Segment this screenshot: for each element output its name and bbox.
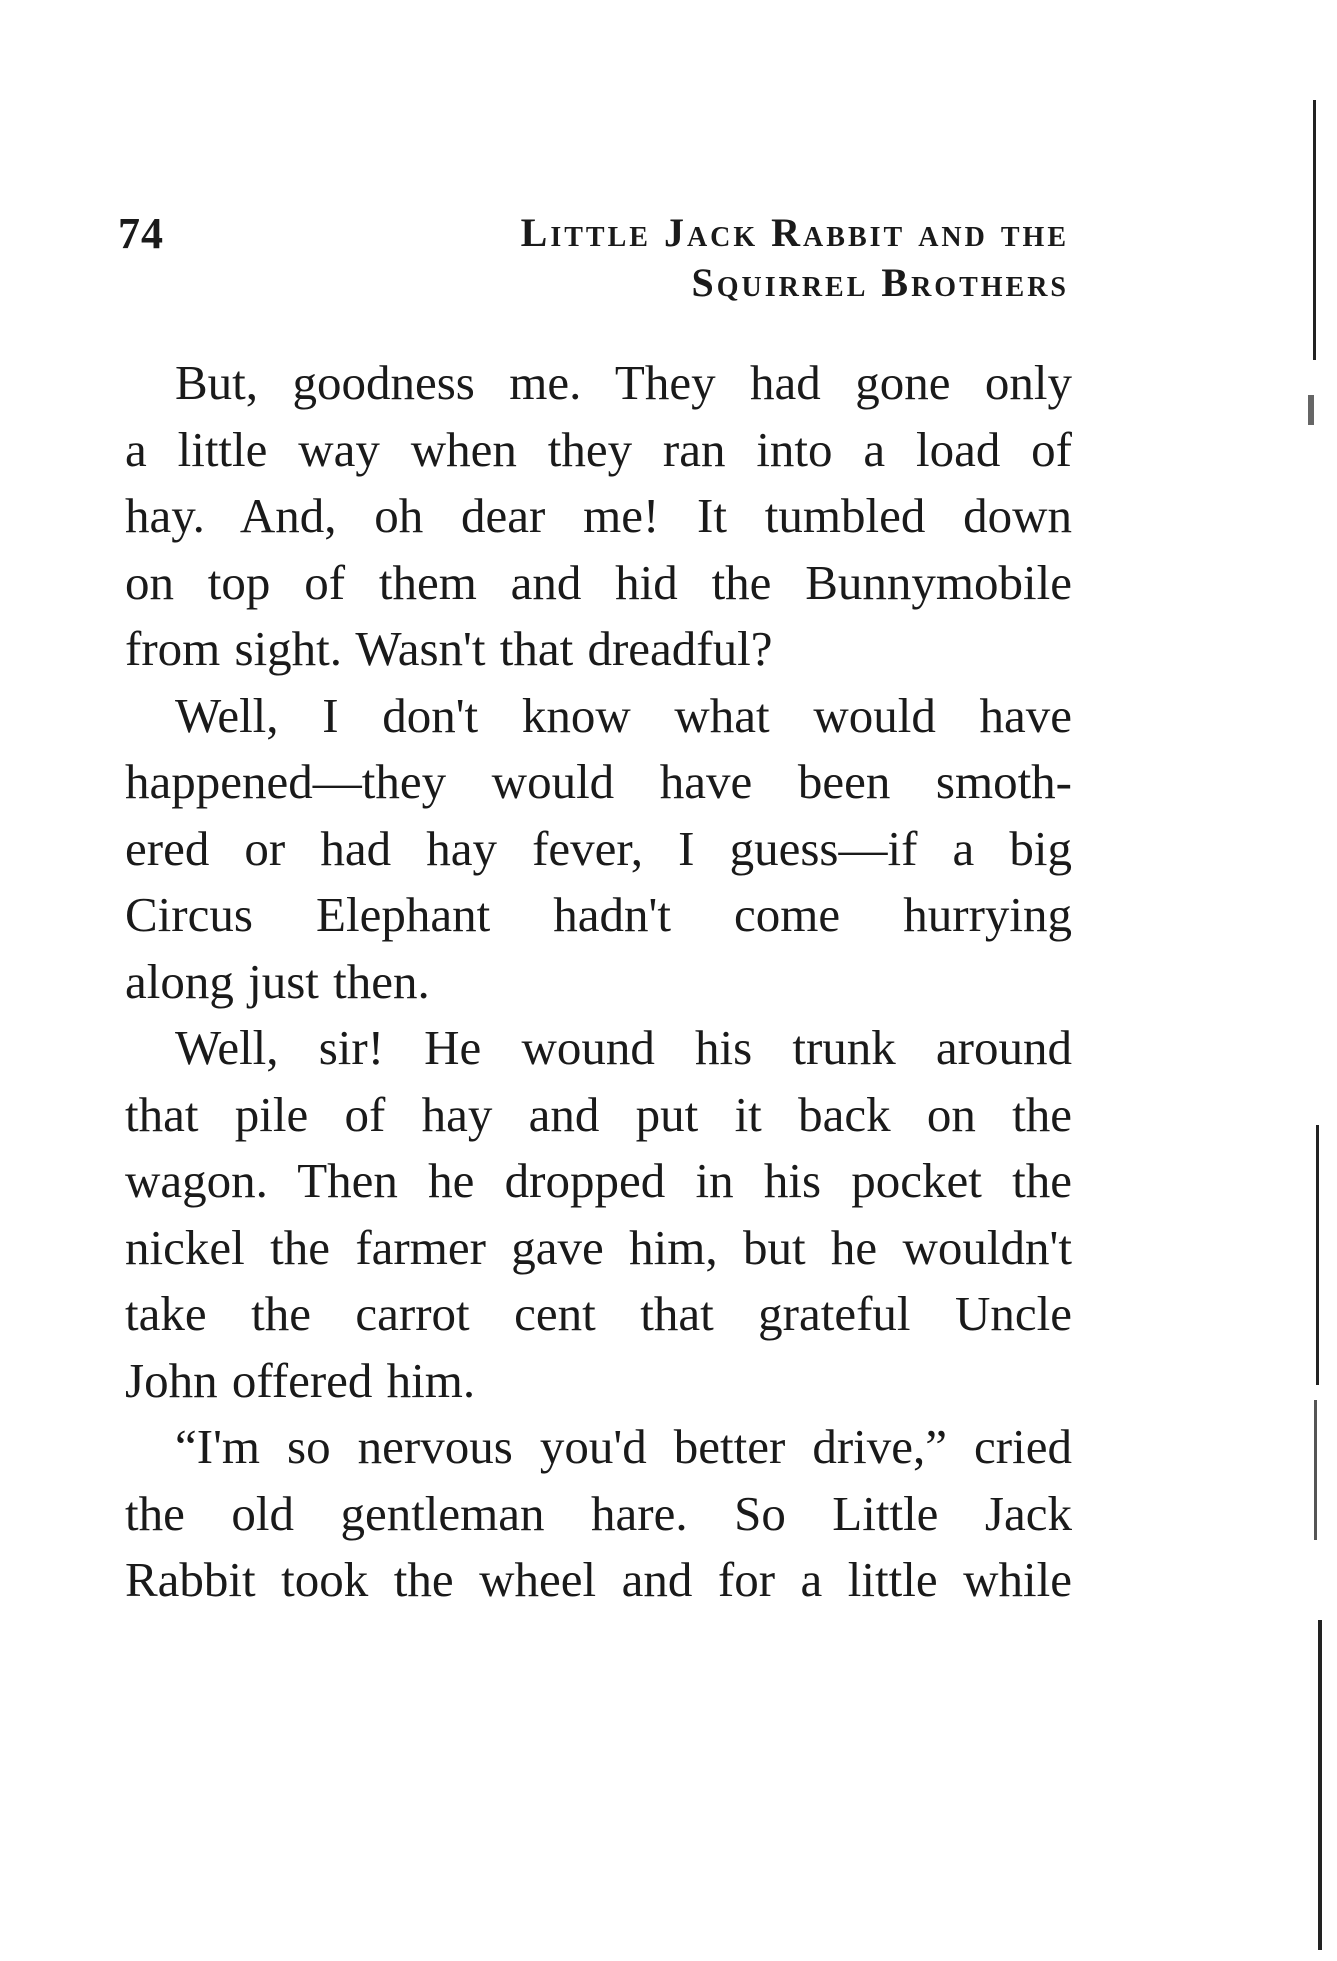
- body-text: [125, 350, 1072, 1614]
- text-line: wagon. Then he dropped in his pocket the: [125, 1153, 1072, 1208]
- paragraph-3: [125, 1015, 1072, 1414]
- text-line: on top of them and hid the Bunnymobile: [125, 554, 1072, 610]
- text-line: that pile of hay and put it back on the: [125, 1086, 1072, 1142]
- text-line: John offered him.: [125, 1352, 476, 1408]
- paragraph-4: [125, 1414, 1072, 1614]
- paragraph-1: [125, 350, 1072, 683]
- text-line: from sight. Wasn't that dreadful?: [125, 621, 773, 676]
- text-line: nickel the farmer gave him, but he wouldn't: [125, 1219, 1072, 1275]
- text-line: But, goodness me. They had gone only: [175, 355, 1072, 410]
- text-line: take the carrot cent that grateful Uncle: [125, 1286, 1072, 1341]
- scan-edge-mark: [1313, 100, 1316, 360]
- running-head-line-2: Squirrel Brothers: [691, 260, 1069, 305]
- page-number: 74: [118, 209, 164, 258]
- text-line: Rabbit took the wheel and for a little while: [125, 1552, 1072, 1607]
- text-line: hay. And, oh dear me! It tumbled down: [125, 488, 1072, 543]
- running-head: [521, 208, 1069, 308]
- text-line: Well, I don't know what would have: [175, 687, 1072, 743]
- text-line: ered or had hay fever, I guess—if a big: [125, 820, 1072, 876]
- text-line: a little way when they ran into a load of: [125, 421, 1072, 477]
- text-line: Circus Elephant hadn't come hurrying: [125, 887, 1072, 942]
- text-line: the old gentleman hare. So Little Jack: [125, 1485, 1072, 1541]
- scan-edge-mark: [1318, 1620, 1322, 1950]
- running-head-line-1: Little Jack Rabbit and the: [520, 210, 1069, 255]
- text-line: Well, sir! He wound his trunk around: [175, 1020, 1072, 1075]
- paragraph-2: [125, 683, 1072, 1016]
- text-line: along just then.: [125, 953, 430, 1009]
- text-line: happened—they would have been smoth-: [125, 754, 1072, 809]
- scan-edge-mark: [1316, 1125, 1319, 1385]
- scan-edge-mark: [1314, 1400, 1317, 1540]
- scan-edge-mark: [1308, 395, 1314, 425]
- text-line: “I'm so nervous you'd better drive,” cried: [175, 1419, 1072, 1474]
